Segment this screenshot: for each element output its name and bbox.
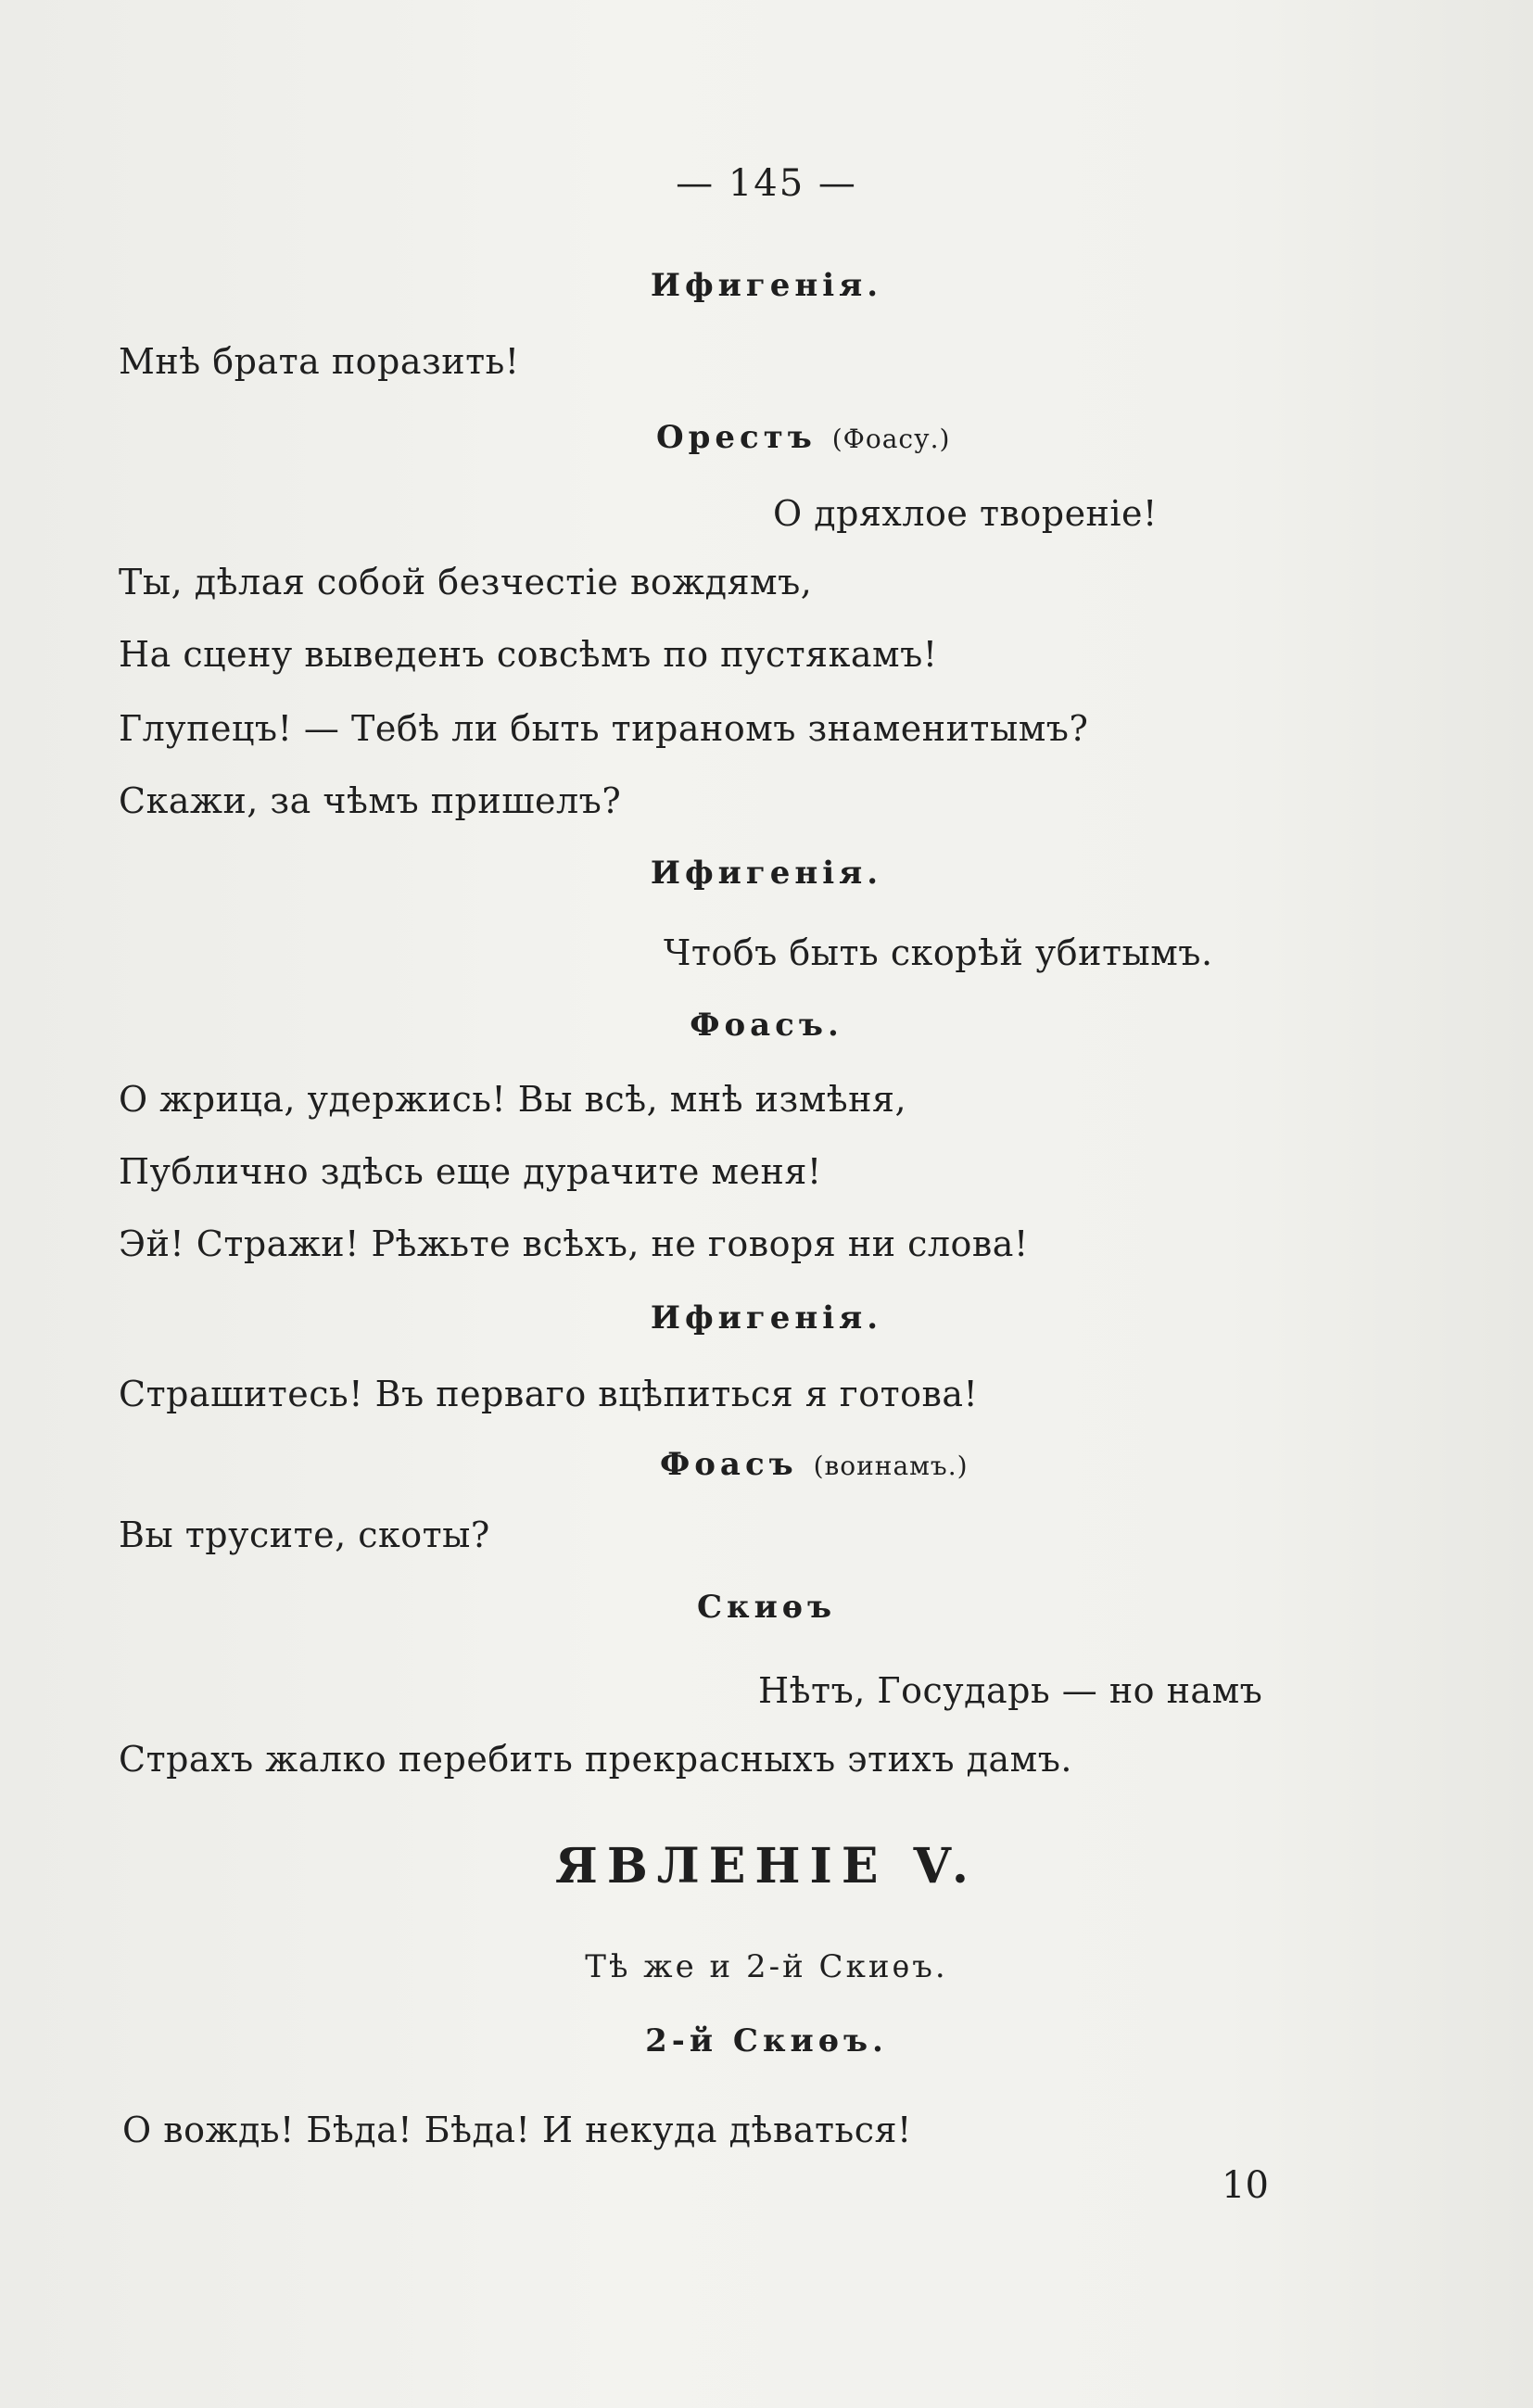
speaker-orestes [656,415,950,462]
speaker-name: Фоасъ [660,1446,798,1483]
speaker-iphigenia: Ифигенія. [650,1299,883,1337]
verse-line: Страхъ жалко перебить прекрасныхъ этихъ дамъ. [119,1739,1072,1780]
verse-line: Вы трусите, скоты? [119,1515,490,1555]
verse-line: Чтобъ быть скорѣй убитымъ. [664,932,1213,973]
stage-direction: (Фоасу.) [831,424,951,454]
verse-line: Ты, дѣлая собой безчестіе вождямъ, [119,562,813,602]
speaker-iphigenia: Ифигенія. [650,267,883,304]
verse-line: Эй! Стражи! Рѣжьте всѣхъ, не говоря ни слова! [119,1223,1029,1264]
signature-mark: 10 [1222,2164,1269,2207]
speaker-thoas: Фоасъ. [690,1007,843,1044]
verse-line: На сцену выведенъ совсѣмъ по пустякамъ! [119,634,938,675]
scene-cast: Тѣ же и 2-й Скиѳъ. [585,1948,948,1985]
scene-title: ЯВЛЕНІЕ V. [555,1838,978,1895]
speaker-thoas [660,1442,969,1489]
speaker-iphigenia: Ифигенія. [650,855,883,892]
verse-line: Мнѣ брата поразить! [119,341,520,382]
speaker-second-scythian: 2-й Скиѳъ. [645,2022,888,2059]
verse-line: Глупецъ! — Тебѣ ли быть тираномъ знаменитымъ? [119,708,1089,749]
page-number: — 145 — [676,162,857,205]
verse-line: Страшитесь! Въ перваго вцѣпиться я готова! [119,1374,979,1414]
speaker-name: Орестъ [656,419,817,456]
verse-line: Нѣтъ, Государь — но намъ [758,1670,1263,1711]
verse-line: Публично здѣсь еще дурачите меня! [119,1151,822,1192]
verse-line: Скажи, за чѣмъ пришелъ? [119,780,622,821]
verse-line: О жрица, удержись! Вы всѣ, мнѣ измѣня, [119,1079,907,1120]
stage-direction: (воинамъ.) [813,1451,969,1481]
speaker-scythian: Скиѳъ [696,1589,837,1626]
verse-line: О вождь! Бѣда! Бѣда! И некуда дѣваться! [122,2110,912,2150]
verse-line: О дряхлое твореніе! [773,493,1158,534]
